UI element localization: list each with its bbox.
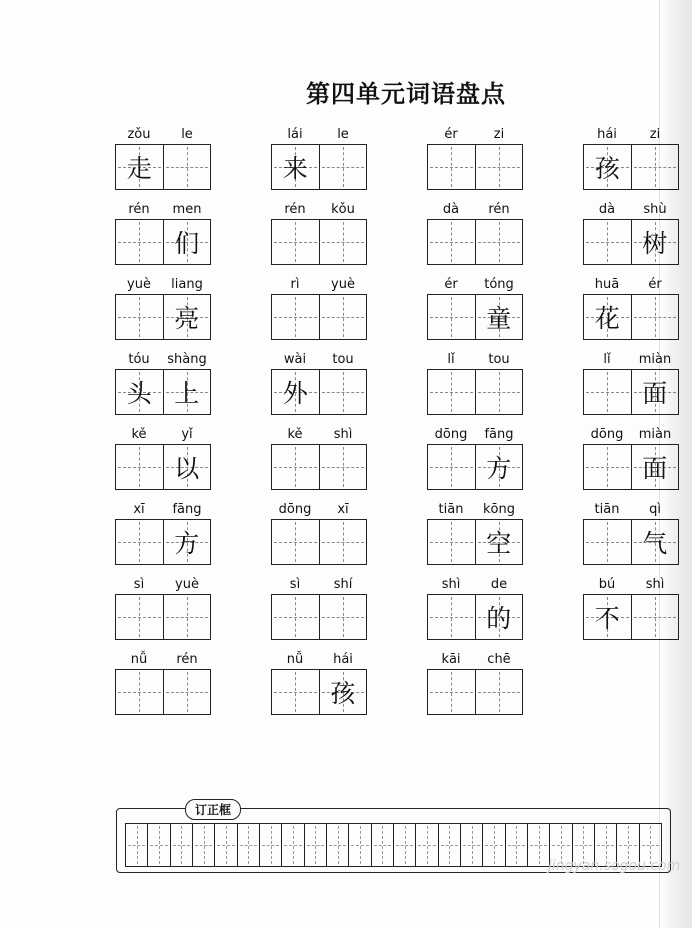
blank-writing-cell[interactable]	[319, 520, 367, 564]
blank-writing-cell[interactable]	[428, 220, 475, 264]
blank-writing-cell[interactable]	[584, 220, 631, 264]
word-item	[583, 126, 679, 186]
page-title: 第四单元词语盘点	[306, 80, 506, 108]
blank-writing-cell[interactable]	[116, 595, 163, 639]
word-item	[115, 651, 211, 711]
correction-cell[interactable]	[147, 824, 169, 866]
tianzige-pair	[115, 594, 211, 640]
pinyin-syllable: tou	[332, 352, 354, 367]
blank-writing-cell[interactable]	[428, 670, 475, 714]
word-item	[115, 351, 211, 411]
pinyin-syllable: shì	[333, 427, 353, 442]
pinyin-row	[271, 351, 367, 369]
character-cell	[116, 145, 163, 189]
blank-writing-cell[interactable]	[272, 595, 319, 639]
pinyin-row	[271, 651, 367, 669]
blank-writing-cell[interactable]	[428, 520, 475, 564]
word-item	[271, 426, 367, 486]
correction-cell[interactable]	[438, 824, 460, 866]
blank-writing-cell[interactable]	[475, 145, 523, 189]
pinyin-syllable: miàn	[638, 427, 672, 442]
pinyin-row	[583, 501, 679, 519]
blank-writing-cell[interactable]	[116, 295, 163, 339]
blank-writing-cell[interactable]	[475, 220, 523, 264]
pinyin-syllable: sì	[133, 577, 145, 592]
pinyin-syllable: shù	[643, 202, 667, 217]
word-item	[271, 576, 367, 636]
word-item	[271, 276, 367, 336]
pinyin-row	[583, 576, 679, 594]
pinyin-row	[583, 426, 679, 444]
blank-writing-cell[interactable]	[272, 295, 319, 339]
pinyin-syllable: lǐ	[447, 352, 455, 367]
blank-writing-cell[interactable]	[116, 670, 163, 714]
pinyin-syllable: chē	[487, 652, 511, 667]
character-glyph: 孩	[594, 154, 620, 183]
word-item	[583, 576, 679, 636]
tianzige-pair	[115, 219, 211, 265]
pinyin-row	[427, 501, 523, 519]
pinyin-syllable: dōng	[434, 427, 468, 442]
pinyin-row	[583, 276, 679, 294]
word-item	[271, 126, 367, 186]
word-item	[271, 651, 367, 711]
pinyin-row	[271, 426, 367, 444]
correction-cell[interactable]	[505, 824, 527, 866]
tianzige-pair	[427, 669, 523, 715]
character-glyph: 们	[174, 229, 200, 258]
tianzige-pair	[427, 294, 523, 340]
character-glyph: 面	[642, 379, 668, 408]
character-glyph: 以	[174, 454, 200, 483]
pinyin-syllable: fāng	[172, 502, 202, 517]
correction-cell[interactable]	[527, 824, 549, 866]
pinyin-syllable: kōng	[483, 502, 515, 517]
character-glyph: 来	[282, 154, 308, 183]
tianzige-pair	[583, 369, 679, 415]
character-glyph: 的	[486, 604, 512, 633]
pinyin-syllable: ér	[648, 277, 662, 292]
pinyin-row	[427, 126, 523, 144]
pinyin-syllable: tou	[488, 352, 510, 367]
pinyin-syllable: huā	[594, 277, 620, 292]
word-item	[583, 501, 679, 561]
tianzige-pair	[271, 519, 367, 565]
tianzige-pair	[271, 294, 367, 340]
tianzige-pair	[271, 594, 367, 640]
blank-writing-cell[interactable]	[428, 595, 475, 639]
character-cell	[319, 670, 367, 714]
blank-writing-cell[interactable]	[428, 445, 475, 489]
pinyin-row	[427, 576, 523, 594]
blank-writing-cell[interactable]	[631, 295, 679, 339]
correction-cell[interactable]	[393, 824, 415, 866]
word-item	[427, 426, 523, 486]
blank-writing-cell[interactable]	[475, 370, 523, 414]
correction-cell[interactable]	[371, 824, 393, 866]
pinyin-syllable: yuè	[127, 277, 151, 292]
blank-writing-cell[interactable]	[319, 220, 367, 264]
pinyin-row	[115, 651, 211, 669]
tianzige-pair	[115, 444, 211, 490]
pinyin-syllable: tiān	[438, 502, 464, 517]
tianzige-pair	[271, 369, 367, 415]
pinyin-syllable: rén	[176, 652, 198, 667]
pinyin-row	[271, 576, 367, 594]
pinyin-row	[427, 351, 523, 369]
correction-cell[interactable]	[126, 824, 147, 866]
correction-cell[interactable]	[192, 824, 214, 866]
pinyin-row	[271, 126, 367, 144]
word-item	[427, 501, 523, 561]
character-glyph: 外	[282, 379, 308, 408]
blank-writing-cell[interactable]	[272, 520, 319, 564]
word-item	[427, 651, 523, 711]
pinyin-syllable: zi	[493, 127, 505, 142]
pinyin-syllable: tóng	[484, 277, 514, 292]
word-item	[115, 426, 211, 486]
tianzige-pair	[427, 219, 523, 265]
pinyin-syllable: miàn	[638, 352, 672, 367]
pinyin-syllable: le	[337, 127, 349, 142]
pinyin-syllable: kě	[131, 427, 147, 442]
pinyin-syllable: shì	[645, 577, 665, 592]
pinyin-syllable: dōng	[590, 427, 624, 442]
character-cell	[631, 445, 679, 489]
pinyin-row	[427, 276, 523, 294]
blank-writing-cell[interactable]	[584, 520, 631, 564]
pinyin-syllable: kǒu	[331, 202, 355, 217]
blank-writing-cell[interactable]	[475, 670, 523, 714]
blank-writing-cell[interactable]	[116, 520, 163, 564]
pinyin-syllable: men	[172, 202, 202, 217]
character-glyph: 花	[594, 304, 620, 333]
pinyin-row	[115, 201, 211, 219]
pinyin-syllable: dà	[598, 202, 616, 217]
pinyin-syllable: dà	[442, 202, 460, 217]
pinyin-row	[427, 201, 523, 219]
character-cell	[631, 520, 679, 564]
tianzige-pair	[271, 444, 367, 490]
character-glyph: 亮	[174, 304, 200, 333]
blank-writing-cell[interactable]	[631, 595, 679, 639]
tianzige-pair	[583, 144, 679, 190]
pinyin-syllable: zǒu	[127, 127, 151, 142]
pinyin-row	[115, 276, 211, 294]
character-glyph: 空	[486, 529, 512, 558]
character-cell	[163, 520, 211, 564]
tianzige-pair	[115, 144, 211, 190]
correction-cell[interactable]	[237, 824, 259, 866]
pinyin-syllable: xī	[337, 502, 349, 517]
blank-writing-cell[interactable]	[428, 370, 475, 414]
pinyin-syllable: ér	[444, 127, 458, 142]
pinyin-syllable: fāng	[484, 427, 514, 442]
blank-writing-cell[interactable]	[319, 295, 367, 339]
tianzige-pair	[583, 594, 679, 640]
character-glyph: 孩	[330, 679, 356, 708]
blank-writing-cell[interactable]	[428, 295, 475, 339]
tianzige-pair	[583, 294, 679, 340]
character-cell	[272, 370, 319, 414]
blank-writing-cell[interactable]	[116, 220, 163, 264]
pinyin-syllable: shí	[333, 577, 353, 592]
character-cell	[163, 370, 211, 414]
word-item	[271, 351, 367, 411]
blank-writing-cell[interactable]	[584, 370, 631, 414]
correction-cell[interactable]	[326, 824, 348, 866]
pinyin-row	[427, 426, 523, 444]
pinyin-row	[583, 351, 679, 369]
character-glyph: 气	[642, 529, 668, 558]
tianzige-pair	[427, 594, 523, 640]
pinyin-syllable: rì	[290, 277, 300, 292]
pinyin-syllable: wài	[283, 352, 307, 367]
pinyin-syllable: de	[490, 577, 508, 592]
word-item	[583, 201, 679, 261]
pinyin-syllable: shàng	[167, 352, 207, 367]
pinyin-row	[427, 651, 523, 669]
word-item	[427, 126, 523, 186]
character-glyph: 树	[642, 229, 668, 258]
character-glyph: 头	[126, 379, 152, 408]
word-item	[271, 501, 367, 561]
character-glyph: 走	[126, 154, 152, 183]
blank-writing-cell[interactable]	[319, 445, 367, 489]
tianzige-pair	[115, 369, 211, 415]
pinyin-syllable: kāi	[441, 652, 461, 667]
pinyin-syllable: yǐ	[181, 427, 193, 442]
character-cell	[584, 145, 631, 189]
pinyin-syllable: tiān	[594, 502, 620, 517]
character-cell	[163, 295, 211, 339]
pinyin-row	[115, 426, 211, 444]
character-cell	[475, 595, 523, 639]
pinyin-syllable: lái	[287, 127, 303, 142]
character-glyph: 上	[174, 379, 200, 408]
pinyin-row	[583, 201, 679, 219]
pinyin-syllable: zi	[649, 127, 661, 142]
word-item	[427, 576, 523, 636]
word-item	[115, 576, 211, 636]
pinyin-syllable: yuè	[331, 277, 355, 292]
pinyin-row	[115, 501, 211, 519]
pinyin-syllable: xī	[133, 502, 145, 517]
tianzige-pair	[427, 369, 523, 415]
character-glyph: 方	[486, 454, 512, 483]
pinyin-syllable: dōng	[278, 502, 312, 517]
character-glyph: 童	[486, 304, 512, 333]
pinyin-syllable: kě	[287, 427, 303, 442]
blank-writing-cell[interactable]	[428, 145, 475, 189]
tianzige-pair	[115, 669, 211, 715]
pinyin-syllable: hái	[597, 127, 617, 142]
character-cell	[475, 295, 523, 339]
word-item	[271, 201, 367, 261]
correction-cell[interactable]	[304, 824, 326, 866]
word-item	[115, 501, 211, 561]
character-cell	[475, 520, 523, 564]
tianzige-pair	[271, 219, 367, 265]
pinyin-syllable: bú	[598, 577, 616, 592]
tianzige-pair	[271, 144, 367, 190]
character-glyph: 面	[642, 454, 668, 483]
blank-writing-cell[interactable]	[116, 445, 163, 489]
character-cell	[631, 370, 679, 414]
tianzige-pair	[115, 519, 211, 565]
character-cell	[163, 220, 211, 264]
word-item	[583, 276, 679, 336]
word-item	[115, 201, 211, 261]
pinyin-syllable: liang	[171, 277, 203, 292]
pinyin-syllable: qì	[649, 502, 661, 517]
tianzige-pair	[427, 144, 523, 190]
pinyin-syllable: nǚ	[130, 652, 148, 667]
correction-cell[interactable]	[348, 824, 370, 866]
word-item	[583, 426, 679, 486]
blank-writing-cell[interactable]	[319, 145, 367, 189]
word-item	[115, 126, 211, 186]
correction-cell[interactable]	[259, 824, 281, 866]
correction-cell[interactable]	[482, 824, 504, 866]
pinyin-syllable: yuè	[175, 577, 199, 592]
character-cell	[584, 595, 631, 639]
character-cell	[116, 370, 163, 414]
pinyin-syllable: tóu	[128, 352, 150, 367]
word-grid	[115, 126, 679, 711]
correction-cell[interactable]	[214, 824, 236, 866]
pinyin-syllable: ér	[444, 277, 458, 292]
correction-cell[interactable]	[460, 824, 482, 866]
word-item	[427, 201, 523, 261]
tianzige-pair	[427, 519, 523, 565]
tianzige-pair	[115, 294, 211, 340]
pinyin-syllable: hái	[333, 652, 353, 667]
pinyin-row	[583, 126, 679, 144]
correction-cell[interactable]	[170, 824, 192, 866]
pinyin-syllable: le	[181, 127, 193, 142]
character-glyph: 不	[594, 604, 620, 633]
blank-writing-cell[interactable]	[319, 595, 367, 639]
pinyin-row	[271, 276, 367, 294]
watermark: jingyan.sogou.com	[548, 858, 681, 874]
word-item	[427, 276, 523, 336]
pinyin-row	[115, 576, 211, 594]
tianzige-pair	[583, 519, 679, 565]
pinyin-row	[271, 201, 367, 219]
word-item	[583, 351, 679, 411]
pinyin-row	[115, 126, 211, 144]
pinyin-syllable: sì	[289, 577, 301, 592]
blank-writing-cell[interactable]	[163, 595, 211, 639]
pinyin-syllable: rén	[128, 202, 150, 217]
tianzige-pair	[583, 219, 679, 265]
character-cell	[584, 295, 631, 339]
tianzige-pair	[271, 669, 367, 715]
pinyin-syllable: lǐ	[603, 352, 611, 367]
tianzige-pair	[583, 444, 679, 490]
character-cell	[475, 445, 523, 489]
tianzige-pair	[427, 444, 523, 490]
blank-writing-cell[interactable]	[631, 145, 679, 189]
blank-writing-cell[interactable]	[319, 370, 367, 414]
correction-cell[interactable]	[415, 824, 437, 866]
correction-cell[interactable]	[281, 824, 303, 866]
correction-label: 订正框	[185, 799, 241, 820]
pinyin-syllable: rén	[284, 202, 306, 217]
character-cell	[163, 445, 211, 489]
blank-writing-cell[interactable]	[584, 445, 631, 489]
blank-writing-cell[interactable]	[163, 670, 211, 714]
blank-writing-cell[interactable]	[272, 445, 319, 489]
pinyin-syllable: shì	[441, 577, 461, 592]
character-cell	[631, 220, 679, 264]
blank-writing-cell[interactable]	[272, 670, 319, 714]
pinyin-syllable: rén	[488, 202, 510, 217]
blank-writing-cell[interactable]	[272, 220, 319, 264]
pinyin-syllable: nǚ	[286, 652, 304, 667]
pinyin-row	[271, 501, 367, 519]
word-item	[427, 351, 523, 411]
pinyin-row	[115, 351, 211, 369]
blank-writing-cell[interactable]	[163, 145, 211, 189]
character-glyph: 方	[174, 529, 200, 558]
character-cell	[272, 145, 319, 189]
word-item	[115, 276, 211, 336]
